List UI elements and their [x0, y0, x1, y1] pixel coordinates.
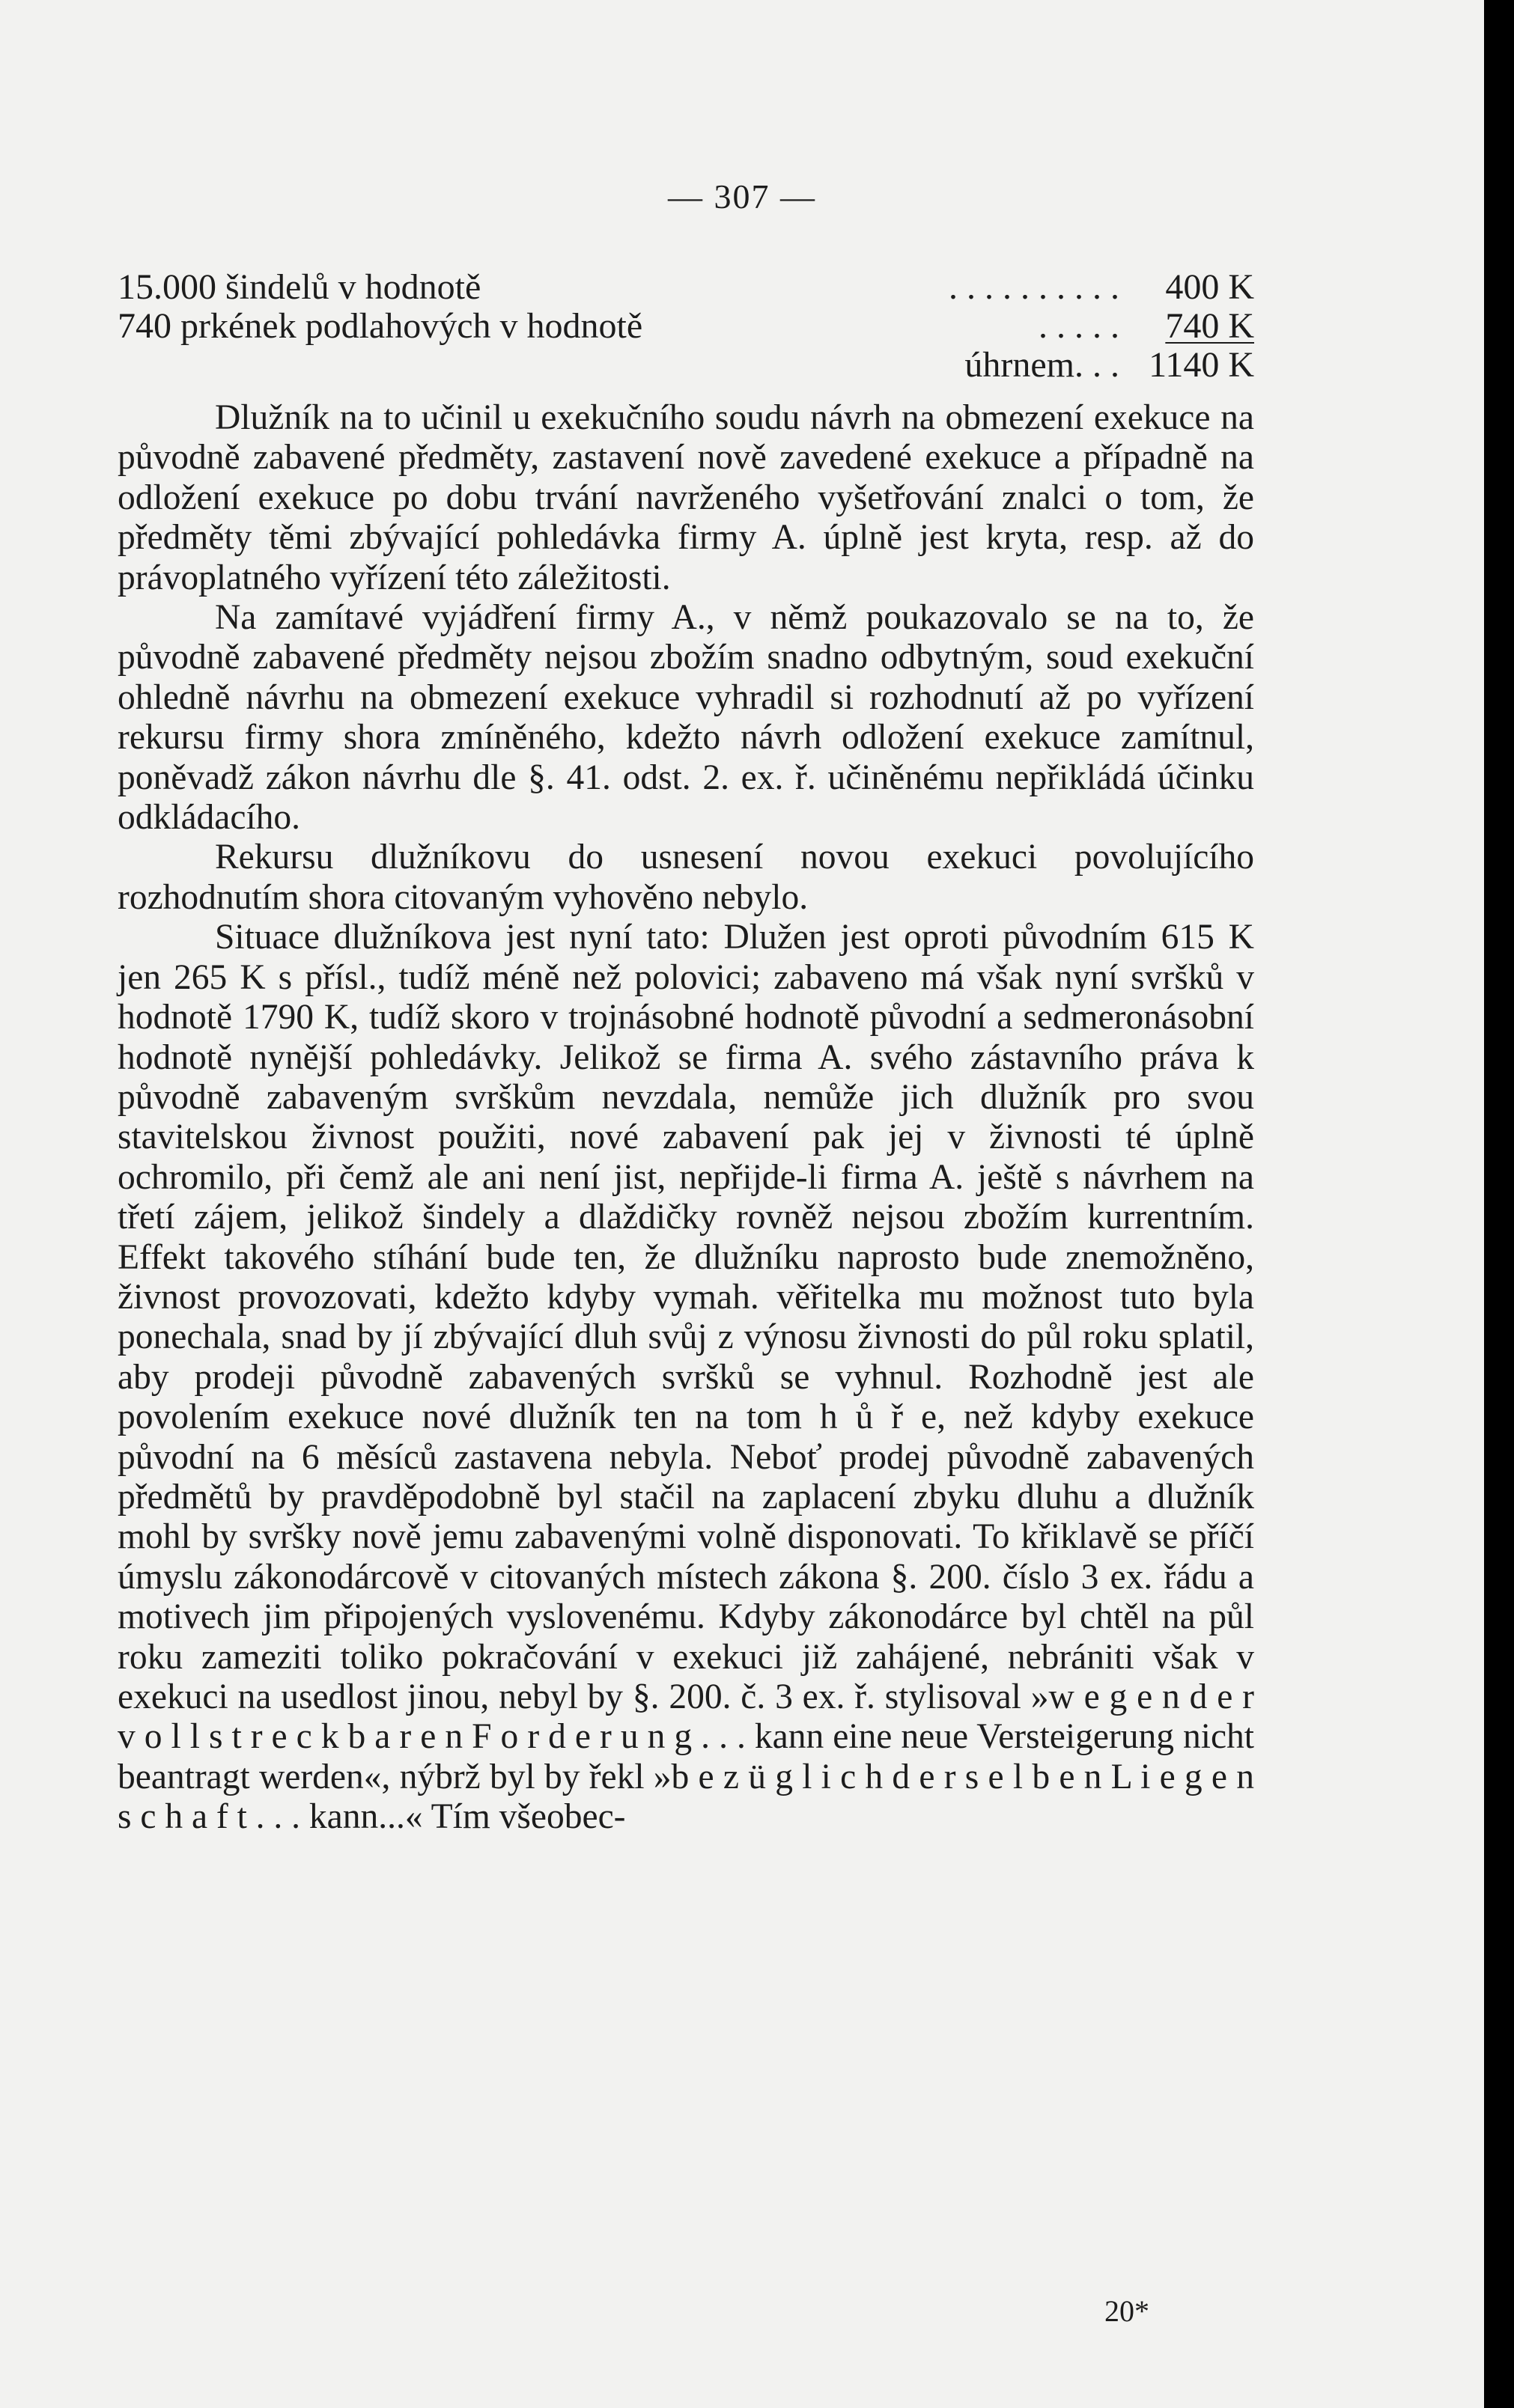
paragraph: Na zamítavé vyjádření firmy A., v němž poukazovalo se na to, že původně zabavené předměty nejsou zbožím snadno odbytným, soud exekuční ohledně návrhu na obmezení exekuce vyhradil si rozhodnutí až po vyřízení rekursu firmy shora zmíněného, kdežto návrh odložení exekuce zamítnul, poněvadž zákon návrhu dle §. 41. odst. 2. ex. ř. učiněnému nepřikládá účinku odkládacího.	[118, 598, 1254, 838]
ledger-amount: 740 K	[1165, 306, 1254, 346]
ledger-leader-dots: ...	[1074, 346, 1128, 385]
ledger-row	[118, 268, 1254, 307]
ledger-table	[118, 268, 1254, 385]
ledger-leader-dots: .....	[1039, 307, 1128, 346]
ledger-leader-dots: ..........	[949, 268, 1128, 307]
signature-mark: 20*	[1104, 2294, 1149, 2328]
ledger-total-label: úhrnem	[964, 345, 1074, 385]
ledger-description: 740 prkének podlahových v hodnotě	[118, 306, 643, 346]
paragraph: Rekursu dlužníkovu do usnesení novou exekuci povolujícího rozhodnutím shora citovaným vyhověno nebylo.	[118, 838, 1254, 917]
ledger-row	[118, 307, 1254, 346]
paragraph: Situace dlužníkova jest nyní tato: Dlužen jest oproti původním 615 K jen 265 K s přísl., tudíž méně než polovici; zabaveno má však nyní svršků v hodnotě 1790 K, tudíž skoro v trojnásobné hodnotě původní a sedmeronásobní hodnotě nynější pohledávky. Jelikož se firma A. svého zástavního práva k původně zabaveným svrškům nevzdala, nemůže jich dlužník pro svou stavitelskou živnost použiti, nové zabavení pak jej v živnosti té úplně ochromilo, při čemž ale ani není jist, nepřijde-li firma A. ještě s návrhem na třetí zájem, jelikož šindely a dlaždičky rovněž nejsou zbožím kurrentním. Effekt takového stíhání bude ten, že dlužníku naprosto bude znemožněno, živnost provozovati, kdežto kdyby vymah. věřitelka mu možnost tuto byla ponechala, snad by jí zbývající dluh svůj z výnosu živnosti do půl roku splatil, aby prodeji původně zabavených svršků se vyhnul. Rozhodně jest ale povolením exekuce nové dlužník ten na tom h ů ř e, než kdyby exekuce původní na 6 měsíců zastavena nebyla. Neboť prodej původně zabavených předmětů by pravděpodobně byl stačil na zaplacení zbyku dluhu a dlužník mohl by svršky nově jemu zabavenými volně disponovati. To křiklavě se příčí úmyslu zákonodárcově v citovaných místech zákona §. 200. číslo 3 ex. řádu a motivech jim připojených vyslovenému. Kdyby zákonodárce byl chtěl na půl roku zameziti toliko pokračování v exekuci již zahájené, nebrániti však v exekuci na usedlost jinou, nebyl by §. 200. č. 3 ex. ř. stylisoval »w e g e n d e r v o l l s t r e c k b a r e n F o r d e r u n g . . . kann eine neue Versteigerung nicht beantragt werden«, nýbrž byl by řekl »b e z ü g l i c h d e r s e l b e n L i e g e n s c h a f t . . . kann...« Tím všeobec-	[118, 918, 1254, 1837]
ledger-total-row	[118, 346, 1254, 385]
page-number: — 307 —	[668, 177, 816, 216]
ledger-total-amount: 1140 K	[1149, 345, 1254, 385]
ledger-amount: 400 K	[1165, 267, 1254, 307]
paragraph: Dlužník na to učinil u exekučního soudu návrh na obmezení exekuce na původně zabavené předměty, zastavení nově zavedené exekuce a případně na odložení exekuce po dobu trvání navrženého vyšetřování znalci o tom, že předměty těmi zbývající pohledávka firmy A. úplně jest kryta, resp. až do právoplatného vyřízení této záležitosti.	[118, 398, 1254, 597]
body-text	[118, 398, 1254, 1838]
ledger-description: 15.000 šindelů v hodnotě	[118, 267, 481, 307]
scan-border	[1484, 0, 1514, 2408]
